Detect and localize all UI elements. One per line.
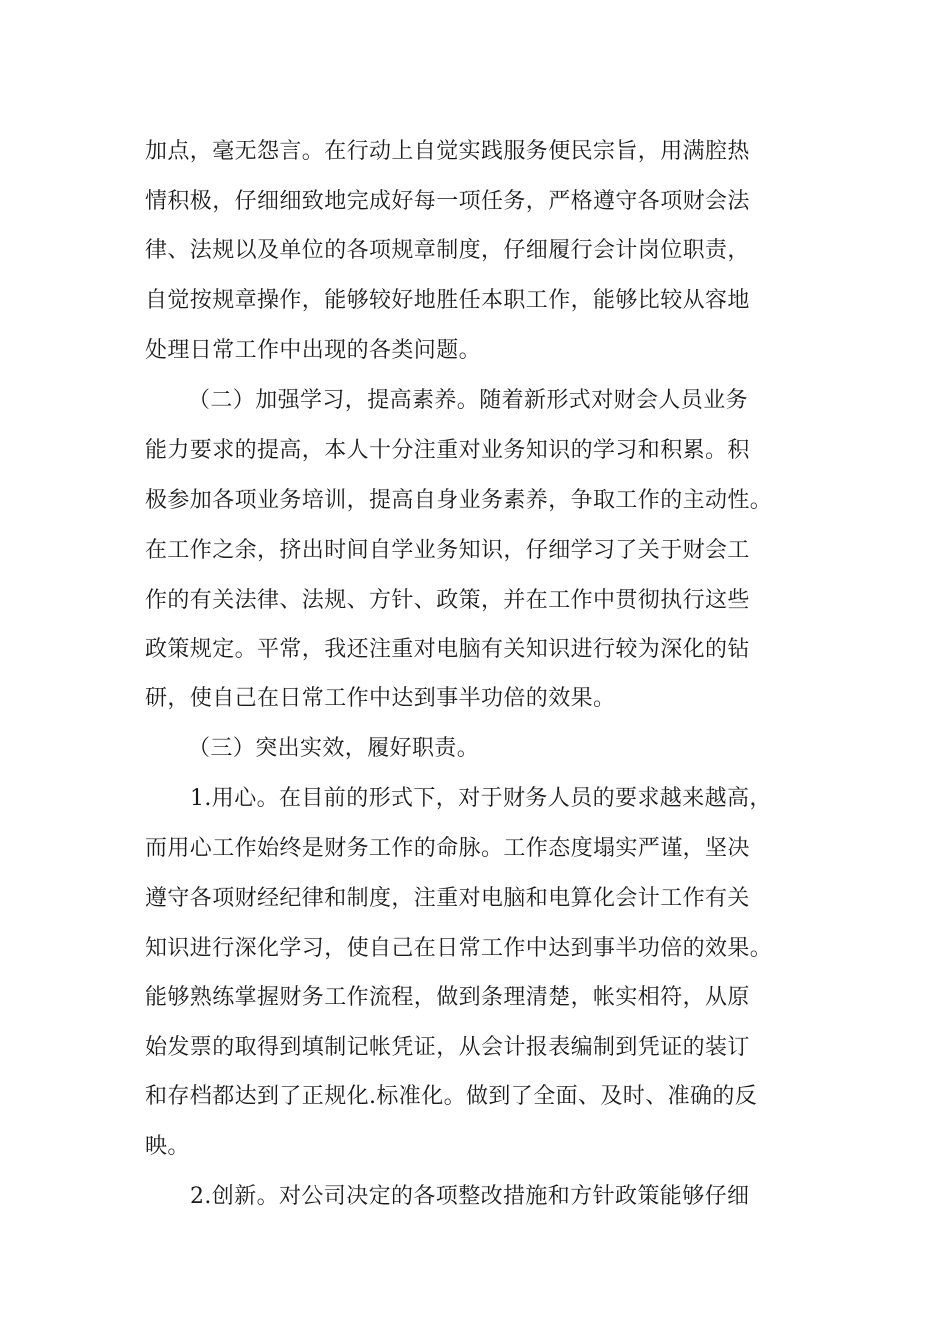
text-line: 映。 [145,1134,190,1159]
text-line: 情积极，仔细细致地完成好每一项任务，严格遵守各项财会法 [145,189,750,214]
text-line: 能力要求的提高，本人十分注重对业务知识的学习和积累。积 [145,438,750,463]
text-line: 作的有关法律、法规、方针、政策，并在工作中贯彻执行这些 [145,588,750,613]
text-line: 自觉按规章操作，能够较好地胜任本职工作，能够比较从容地 [145,288,750,313]
text-line: 能够熟练掌握财务工作流程，做到条理清楚，帐实相符，从原 [145,985,750,1010]
text-line: 知识进行深化学习，使自己在日常工作中达到事半功倍的效果。 [145,936,773,961]
text-line: 遵守各项财经纪律和制度，注重对电脑和电算化会计工作有关 [145,886,750,911]
text-line: 极参加各项业务培训，提高自身业务素养，争取工作的主动性。 [145,488,773,513]
text-line: 处理日常工作中出现的各类问题。 [145,338,482,363]
text-line: 研，使自己在日常工作中达到事半功倍的效果。 [145,686,616,711]
text-line: 始发票的取得到填制记帐凭证，从会计报表编制到凭证的装订 [145,1035,750,1060]
text-line: 和存档都达到了正规化.标准化。做到了全面、及时、准确的反 [145,1084,758,1109]
text-line: 在工作之余，挤出时间自学业务知识，仔细学习了关于财会工 [145,538,750,563]
text-line: 政策规定。平常，我还注重对电脑有关知识进行较为深化的钻 [145,637,750,662]
section-heading-2: （二）加强学习，提高素养。随着新形式对财会人员业务 [188,388,749,413]
text-line: 加点，毫无怨言。在行动上自觉实践服务便民宗旨，用满腔热 [145,139,750,164]
item-1-line: 1.用心。在目前的形式下，对于财务人员的要求越来越高， [190,786,772,811]
text-line: 律、法规以及单位的各项规章制度，仔细履行会计岗位职责， [145,238,750,263]
section-heading-3: （三）突出实效，履好职责。 [188,736,480,761]
item-2-line: 2.创新。对公司决定的各项整改措施和方针政策能够仔细 [190,1184,750,1209]
text-line: 而用心工作始终是财务工作的命脉。工作态度塌实严谨，坚决 [145,836,750,861]
